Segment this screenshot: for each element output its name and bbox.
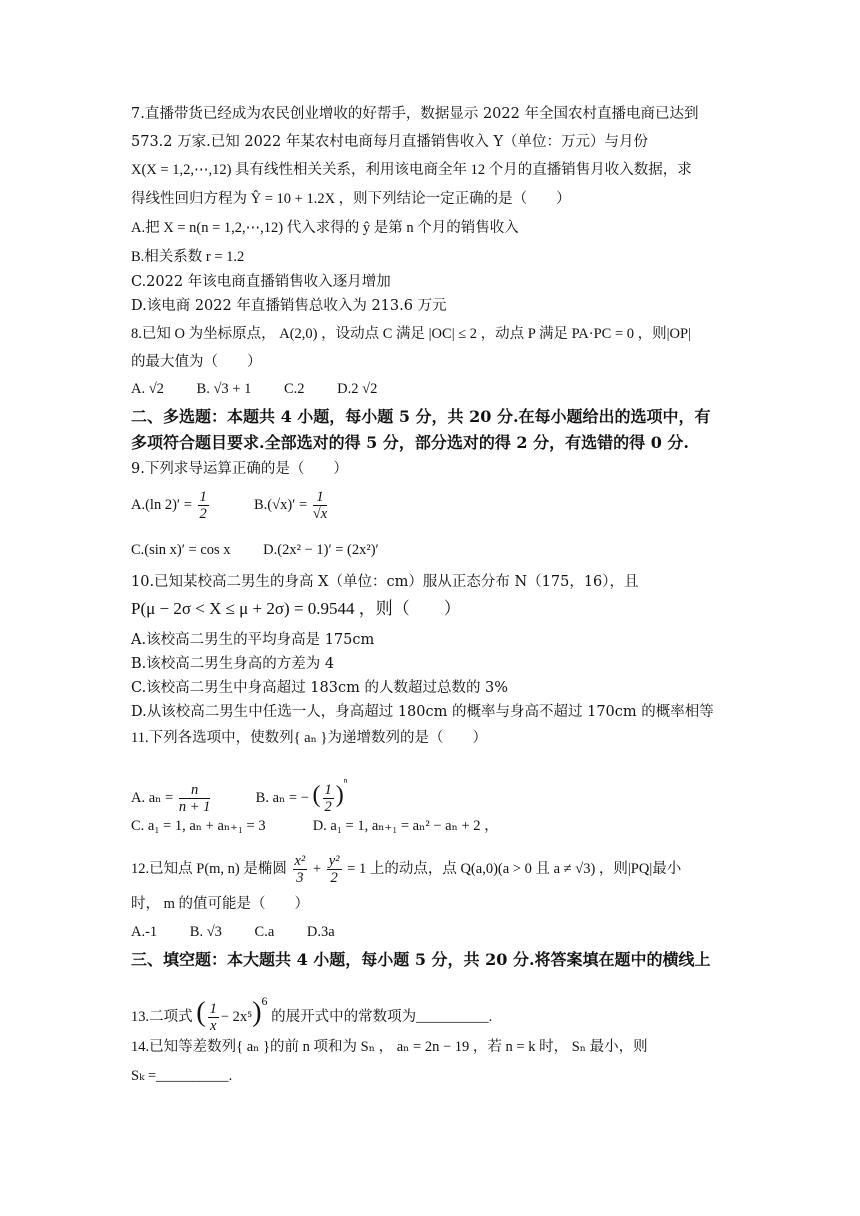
q12-line2: 时， m 的值可能是（ ） (131, 896, 310, 912)
q9-options-ab (131, 485, 329, 525)
q9-option-a-fraction: $\frac{1}{2}$ (199, 489, 207, 523)
q10-option-d: D.从该校高二男生中任选一人，身高超过 180cm 的概率与身高不超过 170cm 的概率相等 (131, 704, 714, 720)
section2-heading-line1: 二、多选题：本题共 4 小题，每小题 5 分，共 20 分.在每小题给出的选项中，有 (131, 407, 711, 426)
q10-option-b: B.该校高二男生身高的方差为 4 (131, 656, 335, 672)
section3-heading: 三、填空题：本大题共 4 小题，每小题 5 分，共 20 分.将答案填在题中的横线上 (131, 950, 711, 969)
q14-line1: 14.已知等差数列{ aₙ }的前 n 项和为 Sₙ ， aₙ = 2n − 19 ，若 n = k 时， Sₙ 最小，则 (131, 1039, 648, 1055)
q7-option-c: C.2022 年该电商直播销售收入逐月增加 (131, 274, 391, 290)
q10-line2: P(μ − 2σ < X ≤ μ + 2σ) = 0.9544 ，则（ ） (131, 599, 461, 618)
q11-option-b-fraction: $\frac{1}{2}$ (324, 782, 332, 816)
q8-line1: 8.已知 O 为坐标原点， A(2,0) ，设动点 C 满足 |OC| ≤ 2 ，动点 P 满足 PA·PC = 0 ，则|OP| (131, 326, 691, 342)
q7-line2: 573.2 万家.已知 2022 年某农村电商每月直播销售收入 Y（单位：万元）与月份 (131, 134, 649, 150)
q12-line1: 12.已知点 P(m, n) 是椭圆 $\frac{\text{x²}}{3}$ + $\frac{\text{y²}}{2}$ = 1 上的动点，点 Q(a,0)(a > 0 且 a ≠ √3) ，则|PQ|最小 (131, 853, 682, 887)
q9-option-b-fraction: $\frac{1}{√x}$ (312, 489, 328, 523)
q9-stem: 9.下列求导运算正确的是（ ） (131, 461, 348, 477)
q7-option-a: A.把 X = n(n = 1,2,⋯,12) 代入求得的 ŷ 是第 n 个月的销售收入 (131, 220, 519, 236)
q11-options-ab: A. aₙ = $\frac{n}{n + 1}$ B. aₙ = − ( $\frac{1}{2}$ )$^{^n}$ (131, 775, 348, 816)
q12-fraction-y: $\frac{\text{y²}}{2}$ (328, 853, 340, 887)
q12-options: A.-1 B. √3 C.a D.3a (131, 924, 335, 940)
q14-line2: Sₖ =__________. (131, 1068, 233, 1084)
q12-fraction-x: $\frac{\text{x²}}{3}$ (294, 853, 306, 887)
q10-option-c: C.该校高二男生中身高超过 183cm 的人数超过总数的 3% (131, 680, 509, 696)
q11-option-b: B. aₙ = − (255, 790, 309, 806)
q9-option-a: A.(ln 2)′ = (131, 497, 192, 513)
q11-options-cd: C. a₁ = 1, aₙ + aₙ₊₁ = 3 D. a₁ = 1, aₙ₊₁ = aₙ² − aₙ + 2 ， (131, 818, 499, 834)
q7-line4: 得线性回归方程为 Ŷ = 10 + 1.2X ，则下列结论一定正确的是（ ） (131, 191, 571, 207)
q8-line2: 的最大值为（ ） (131, 354, 262, 370)
section2-heading-line2: 多项符合题目要求.全部选对的得 5 分，部分选对的得 2 分，有选错的得 0 分. (131, 433, 689, 452)
q7-option-d: D.该电商 2022 年直播销售总收入为 213.6 万元 (131, 298, 447, 314)
q7-line1: 7.直播带货已经成为农民创业增收的好帮手，数据显示 2022 年全国农村直播电商已达到 (131, 106, 699, 122)
q11-option-a: A. aₙ = (131, 790, 174, 806)
q7-line3: X(X = 1,2,⋯,12) 具有线性相关关系，利用该电商全年 12 个月的直播销售月收入数据，求 (131, 162, 692, 178)
q11-stem: 11.下列各选项中，使数列{ aₙ }为递增数列的是（ ） (131, 730, 487, 746)
q10-line1: 10.已知某校高二男生的身高 X（单位：cm）服从正态分布 N（175，16），且 (131, 574, 639, 590)
q9-options-cd: C.(sin x)′ = cos x D.(2x² − 1)′ = (2x²)′ (131, 542, 379, 558)
q10-option-a: A.该校高二男生的平均身高是 175cm (131, 632, 375, 648)
q8-options: A. √2 B. √3 + 1 C.2 D.2 √2 (131, 381, 378, 397)
q9-option-b: B.(√x)′ = (254, 497, 308, 513)
q11-option-a-fraction: $\frac{n}{n + 1}$ (178, 782, 211, 816)
q13-line: 13.二项式 ( $\frac{1}{x}$ − 2x⁵)$^6$ 的展开式中的常数项为__________. (131, 994, 493, 1035)
q13-fraction: $\frac{1}{x}$ (209, 1001, 217, 1035)
q7-option-b: B.相关系数 r = 1.2 (131, 249, 245, 265)
